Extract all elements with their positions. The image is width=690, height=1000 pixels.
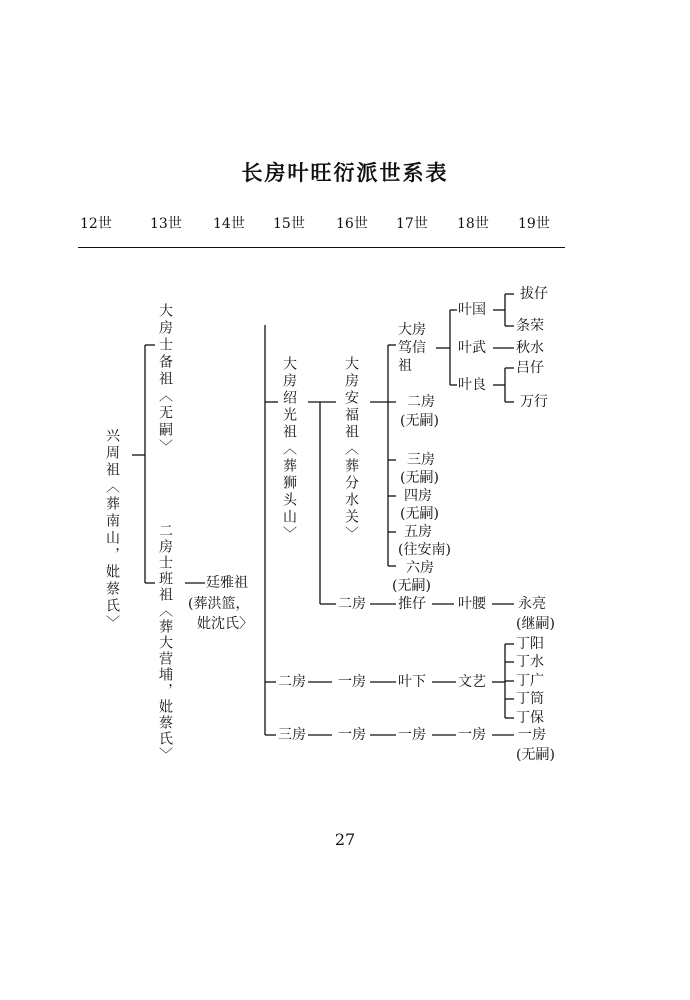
generation-15: 15世 — [273, 216, 305, 232]
node-si-fang: 四房 — [404, 488, 432, 504]
node-yongliang: 永亮 — [518, 596, 546, 612]
node-anfu: 大房安福祖〈葬分水关〉 — [343, 356, 359, 543]
node-yongliang-note: (继嗣) — [516, 616, 555, 632]
node-wanxing: 万行 — [520, 394, 548, 410]
node-qiushui: 秋水 — [516, 340, 544, 356]
node-er-fang-note: (无嗣) — [400, 413, 439, 429]
generation-12: 12世 — [80, 216, 112, 232]
node-san-fang-note: (无嗣) — [400, 470, 439, 486]
node-ye-guo: 叶国 — [458, 302, 486, 318]
node-tingya-spouse: 妣沈氏〉 — [197, 616, 253, 632]
node-ye-xia: 叶下 — [398, 674, 426, 690]
node-shaoguang: 大房绍光祖〈葬狮头山〉 — [281, 356, 297, 543]
node-shiban: 二房士班祖〈葬大营埔，妣蔡氏〉 — [157, 523, 173, 763]
node-san-fang: 三房 — [407, 452, 435, 468]
generation-19: 19世 — [518, 216, 550, 232]
node-wu-fang-note: (往安南) — [398, 542, 451, 558]
node-ding-guang: 丁广 — [516, 673, 544, 689]
page-title: 长房叶旺衍派世系表 — [241, 161, 449, 185]
node-liu-fang: 六房 — [406, 560, 434, 576]
node-row3-er-fang: 二房 — [278, 674, 306, 690]
node-wenyi: 文艺 — [458, 674, 486, 690]
node-ye-shen: 叶腰 — [458, 596, 486, 612]
generation-14: 14世 — [213, 216, 245, 232]
node-row4-yi-fang-c: 一房 — [458, 727, 486, 743]
generation-17: 17世 — [396, 216, 428, 232]
node-row4-yi-fang-a: 一房 — [338, 727, 366, 743]
node-duxin-name: 笃信 — [398, 340, 426, 356]
node-ding-yang: 丁阳 — [516, 636, 544, 652]
node-ding-jun: 丁筒 — [516, 691, 544, 707]
node-shibei: 大房士备祖〈无嗣〉 — [157, 303, 173, 456]
node-xingzhou: 兴周祖〈葬南山，妣蔡氏〉 — [104, 428, 120, 632]
node-ding-shui: 丁水 — [516, 654, 544, 670]
node-tiaorong: 条荣 — [516, 318, 544, 334]
node-tingya: 廷雅祖 — [206, 575, 248, 591]
node-er-fang: 二房 — [407, 394, 435, 410]
node-row4-yi-fang-d: 一房 — [518, 727, 546, 743]
node-row3-yi-fang: 一房 — [338, 674, 366, 690]
node-row2-er-fang: 二房 — [338, 596, 366, 612]
generation-13: 13世 — [150, 216, 182, 232]
node-row4-note: (无嗣) — [516, 747, 555, 763]
node-tingya-burial: (葬洪篮， — [188, 596, 250, 612]
node-row4-san-fang: 三房 — [278, 727, 306, 743]
node-wu-fang: 五房 — [404, 524, 432, 540]
node-tuizai: 推仔 — [398, 596, 426, 612]
node-si-fang-note: (无嗣) — [400, 506, 439, 522]
node-duxin-rank: 大房 — [398, 322, 426, 338]
node-lvzai: 吕仔 — [516, 360, 544, 376]
node-liu-fang-note: (无嗣) — [392, 578, 431, 594]
page-number: 27 — [334, 830, 356, 849]
generation-16: 16世 — [336, 216, 368, 232]
generation-18: 18世 — [457, 216, 489, 232]
node-banzai: 拔仔 — [520, 286, 548, 302]
node-row4-yi-fang-b: 一房 — [398, 727, 426, 743]
node-ye-wu: 叶武 — [458, 340, 486, 356]
node-duxin-title: 祖 — [398, 358, 412, 374]
node-ye-liang: 叶良 — [458, 377, 486, 393]
node-ding-bao: 丁保 — [516, 710, 544, 726]
